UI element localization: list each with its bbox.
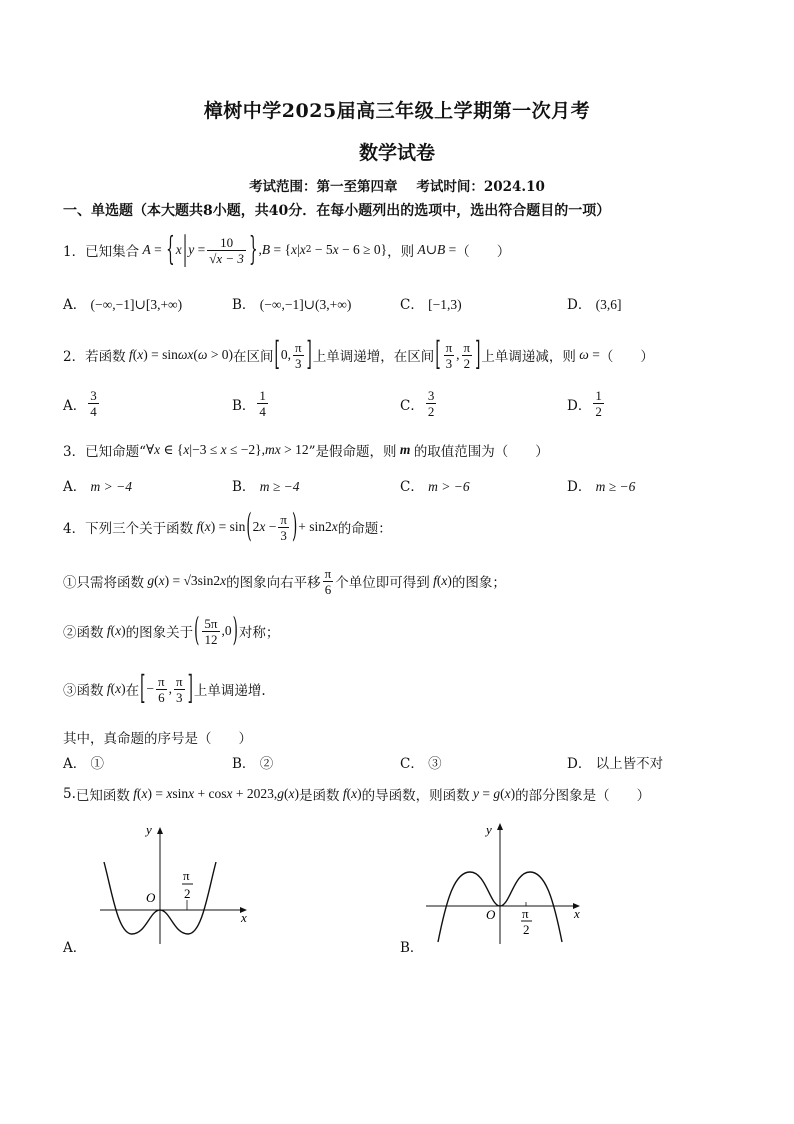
option-value: ① bbox=[90, 756, 105, 772]
option-label: C． bbox=[400, 479, 424, 495]
graph-a[interactable] bbox=[90, 822, 260, 952]
question-text: 上单调递减，则 bbox=[481, 349, 576, 365]
option-label: A． bbox=[63, 397, 87, 414]
proposition-text: 上单调递增. bbox=[193, 683, 266, 699]
option-label: D． bbox=[567, 397, 592, 414]
question-4-ask: 其中，真命题的序号是（ ） bbox=[63, 731, 252, 747]
option-value: m > −4 bbox=[90, 479, 133, 494]
question-text: 的部分图象是（ ） bbox=[515, 788, 651, 804]
proposition-3: ③函数 f ( x ) 在 [ − $\frac{\pi}{6}$ , $\frac{\pi}{3}$ ] 上单调递增. bbox=[63, 669, 266, 709]
proposition-2: ②函数 f ( x ) 的图象关于 ( $\frac{5\pi}{12}$ ,0 ) 对称； bbox=[63, 611, 280, 651]
q2-option-a[interactable] bbox=[63, 388, 101, 419]
q1-option-d[interactable] bbox=[567, 293, 622, 313]
proposition-text: 的图象向右平移 bbox=[226, 575, 321, 591]
q2-option-d[interactable] bbox=[567, 388, 606, 419]
question-text: 已知命题“ bbox=[85, 444, 146, 460]
proposition-1: ①只需将函数 g ( x ) = √3sin2 x 的图象向右平移 $\frac{\pi}{6}$ 个单位即可得到 f ( x ) 的图象； bbox=[63, 565, 506, 597]
question-text: （ ） bbox=[456, 244, 511, 260]
question-number: 4． bbox=[63, 521, 86, 537]
x-axis-label: x bbox=[241, 910, 247, 925]
question-2: 2． 若函数 f ( x ) = sin ωx ( ω > 0) 在区间 [ 0, $\frac{\pi}{3}$ ] 上单调递增，在区间 [ $\frac{\pi}{3}$ , $\frac{\pi}{2}$ ] 上单调递减，则 ω = （ ） bbox=[63, 335, 654, 375]
proposition-text: 在 bbox=[125, 683, 140, 699]
denominator: 2 bbox=[427, 404, 435, 419]
option-label: A． bbox=[63, 479, 87, 495]
option-label: A． bbox=[63, 297, 87, 313]
proposition-text: 个单位即可得到 bbox=[335, 575, 430, 591]
option-value: (3,6] bbox=[595, 297, 622, 312]
graph-b[interactable] bbox=[418, 822, 598, 952]
proposition-text: 的图象； bbox=[451, 575, 506, 591]
graph-b-label[interactable]: B． bbox=[400, 940, 424, 956]
proposition-text: 的图象关于 bbox=[125, 625, 194, 641]
numerator: 1 bbox=[595, 388, 602, 403]
numerator: 3 bbox=[427, 388, 435, 403]
pi-label: π bbox=[183, 868, 190, 883]
q1-option-c[interactable] bbox=[400, 293, 462, 313]
question-text: 已知函数 bbox=[75, 788, 130, 804]
graph-a-label[interactable]: A． bbox=[63, 940, 87, 956]
denominator: 4 bbox=[90, 404, 97, 419]
option-label: B． bbox=[232, 756, 256, 772]
x-axis-label: x bbox=[574, 906, 580, 921]
option-value: m > −6 bbox=[428, 479, 470, 494]
option-value: m ≥ −4 bbox=[259, 479, 300, 494]
option-label: C． bbox=[400, 297, 424, 313]
option-label: B． bbox=[232, 479, 256, 495]
q3-option-b[interactable] bbox=[232, 475, 300, 495]
proposition-text: ②函数 bbox=[63, 625, 104, 641]
y-arrow-icon bbox=[157, 827, 163, 834]
option-value: ② bbox=[259, 756, 274, 772]
option-value: ③ bbox=[428, 756, 442, 772]
math-expr: A bbox=[139, 242, 151, 257]
question-text: 已知集合 bbox=[85, 244, 140, 260]
question-3: 3． 已知命题“ ∀ x ∈ { x |−3 ≤ x ≤ −2}, mx > 12 ”是假命题，则 m 的取值范围为（ ） bbox=[63, 442, 549, 460]
question-number: 1． bbox=[63, 244, 86, 260]
question-text: 是函数 bbox=[299, 788, 340, 804]
question-number: 5. bbox=[63, 786, 76, 802]
pi-label: π bbox=[522, 906, 529, 921]
option-label: B． bbox=[232, 297, 256, 313]
q3-option-a[interactable] bbox=[63, 475, 132, 495]
option-value: (−∞,−1]∪[3,+∞) bbox=[90, 297, 183, 312]
proposition-text: 对称； bbox=[238, 625, 280, 641]
q2-option-c[interactable] bbox=[400, 388, 438, 419]
q2-option-b[interactable] bbox=[232, 388, 270, 419]
question-text: 的导函数，则函数 bbox=[361, 788, 470, 804]
numerator: 1 bbox=[259, 388, 266, 403]
option-value: [−1,3) bbox=[428, 297, 462, 312]
two-label: 2 bbox=[523, 922, 530, 937]
two-label: 2 bbox=[184, 886, 191, 901]
option-value: m ≥ −6 bbox=[595, 479, 636, 494]
option-label: D． bbox=[567, 479, 592, 495]
question-text: 上单调递增，在区间 bbox=[312, 349, 435, 365]
y-axis-label: y bbox=[486, 822, 492, 837]
denominator: 4 bbox=[259, 404, 266, 419]
question-text: （ ） bbox=[599, 349, 654, 365]
question-number: 2． bbox=[63, 349, 86, 365]
question-text: 的命题： bbox=[337, 521, 392, 537]
y-arrow-icon bbox=[497, 823, 503, 830]
question-text: 在区间 bbox=[233, 349, 274, 365]
proposition-text: ①只需将函数 bbox=[63, 575, 144, 591]
q4-option-c[interactable] bbox=[400, 752, 442, 772]
option-label: D． bbox=[567, 756, 592, 772]
q1-option-b[interactable] bbox=[232, 293, 351, 313]
y-axis-label: y bbox=[146, 822, 152, 837]
question-number: 3． bbox=[63, 444, 86, 460]
option-label: D． bbox=[567, 297, 592, 313]
question-text: ，则 bbox=[387, 244, 415, 260]
q3-option-d[interactable] bbox=[567, 475, 635, 495]
q4-option-d[interactable] bbox=[567, 752, 663, 772]
question-4: 4． 下列三个关于函数 f ( x ) = sin ( 2 x − $\frac{\pi}{3}$ ) + sin2 x 的命题： bbox=[63, 507, 392, 547]
exam-title: 樟树中学2025届高三年级上学期第一次月考 bbox=[203, 100, 591, 122]
question-text: 下列三个关于函数 bbox=[85, 521, 194, 537]
q1-option-a[interactable] bbox=[63, 293, 182, 313]
exam-subject: 数学试卷 bbox=[358, 142, 435, 164]
question-text: 若函数 bbox=[85, 349, 126, 365]
proposition-text: ③函数 bbox=[63, 683, 104, 699]
question-text: ”是假命题，则 bbox=[308, 444, 397, 460]
question-text: 的取值范围为（ ） bbox=[413, 444, 549, 460]
option-label: B． bbox=[232, 397, 256, 414]
q4-option-a[interactable] bbox=[63, 752, 104, 772]
option-label: C． bbox=[400, 756, 424, 772]
numerator: 3 bbox=[90, 388, 97, 403]
exam-meta: 考试范围：第一至第四章 考试时间：2024.10 bbox=[249, 179, 545, 195]
option-value: 以上皆不对 bbox=[595, 756, 664, 772]
question-1: 1． 已知集合 A = { x | y = $\frac{10}{√x - 3}$ } , B = { x | x 2 − 5 x − 6 ≥ 0 } ，则 A ∪ B = （ ） bbox=[63, 230, 511, 270]
origin-label: O bbox=[146, 890, 156, 905]
origin-label: O bbox=[486, 907, 496, 922]
option-value: (−∞,−1]∪(3,+∞) bbox=[259, 297, 352, 312]
question-5: 5. 已知函数 f ( x ) = x sin x + cos x + 2023, g ( x ) 是函数 f ( x ) 的导函数，则函数 y = g ( x ) 的部分图象是（ ） bbox=[63, 786, 651, 804]
q3-option-c[interactable] bbox=[400, 475, 470, 495]
option-label: A． bbox=[63, 756, 87, 772]
option-label: C． bbox=[400, 397, 424, 414]
denominator: 2 bbox=[595, 404, 602, 419]
section-heading: 一、单选题（本大题共8小题，共40分．在每小题列出的选项中，选出符合题目的一项） bbox=[63, 203, 611, 219]
q4-option-b[interactable] bbox=[232, 752, 273, 772]
